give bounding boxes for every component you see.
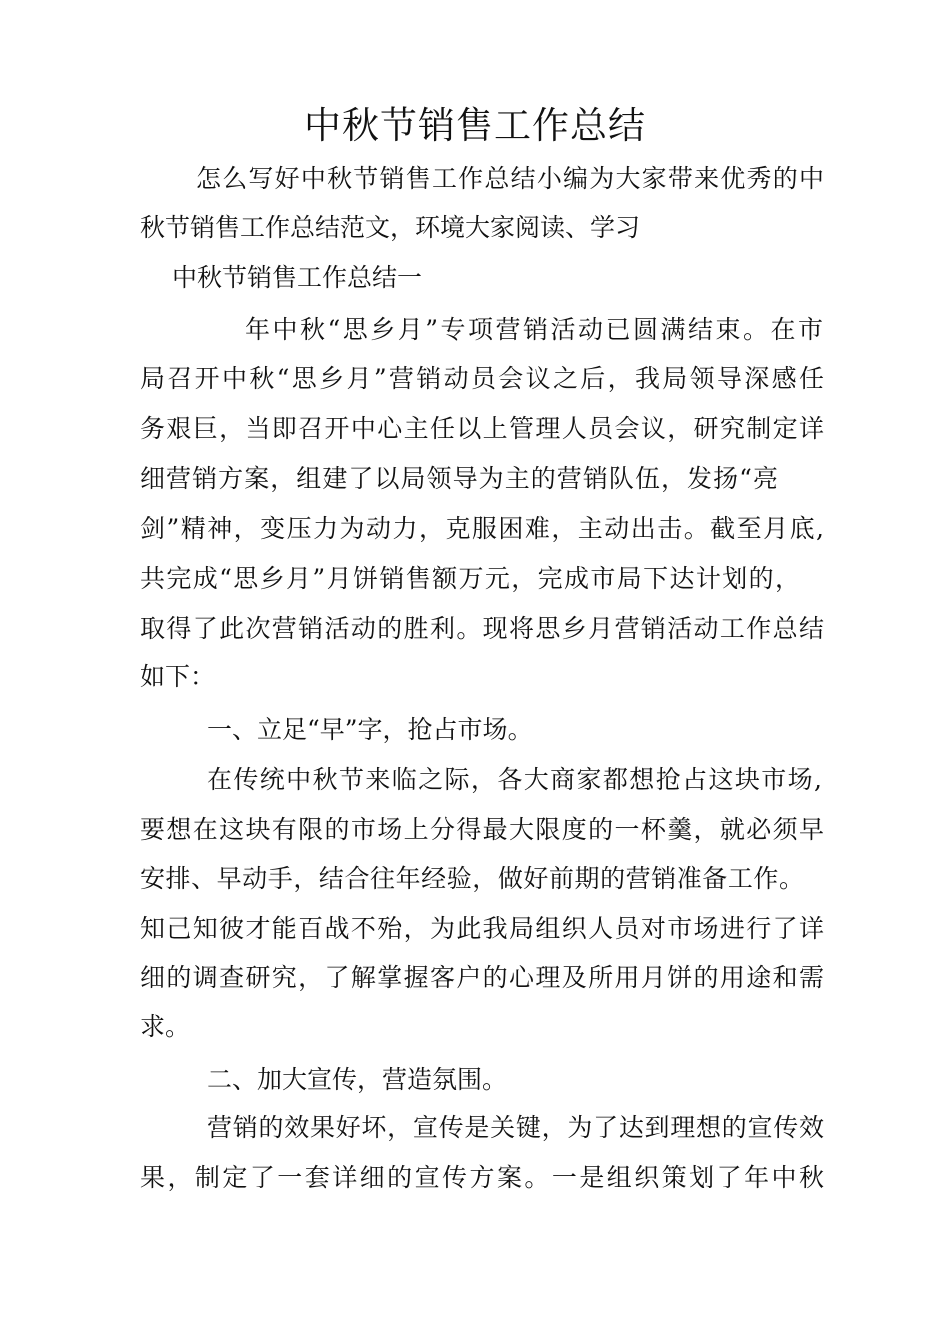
paragraph-2-line-5: 细的调查研究，了解掌握客户的心理及所用月饼的用途和需 (140, 963, 824, 992)
paragraph-1-line-8: 如下： (140, 662, 216, 691)
heading-1: 一、立足“早”字，抢占市场。 (207, 715, 533, 744)
paragraph-2-line-2: 要想在这块有限的市场上分得最大限度的一杯羹，就必须早 (140, 815, 824, 844)
paragraph-1-line-2: 局召开中秋“思乡月”营销动员会议之后，我局领导深感任 (140, 364, 824, 393)
paragraph-2-line-3: 安排、早动手，结合往年经验，做好前期的营销准备工作。 (140, 864, 804, 893)
paragraph-3-line-2: 果，制定了一套详细的宣传方案。一是组织策划了年中秋 (140, 1163, 824, 1192)
paragraph-3-line-1: 营销的效果好坏，宣传是关键，为了达到理想的宣传效 (207, 1113, 824, 1142)
paragraph-2-line-6: 求。 (140, 1012, 191, 1041)
paragraph-1-line-5: 剑”精神，变压力为动力，克服困难，主动出击。截至月底, (140, 514, 824, 543)
intro-line-2: 秋节销售工作总结范文，环境大家阅读、学习 (140, 213, 641, 242)
paragraph-2-line-1: 在传统中秋节来临之际，各大商家都想抢占这块市场, (207, 765, 822, 794)
intro-line-1: 怎么写好中秋节销售工作总结小编为大家带来优秀的中 (196, 164, 824, 193)
heading-2: 二、加大宣传，营造氛围。 (207, 1065, 508, 1094)
paragraph-2-line-4: 知己知彼才能百战不殆，为此我局组织人员对市场进行了详 (140, 914, 824, 943)
document-title: 中秋节销售工作总结 (304, 104, 646, 147)
section-heading-summary-1: 中秋节销售工作总结一 (172, 263, 423, 292)
paragraph-1-line-6: 共完成“思乡月”月饼销售额万元，完成市局下达计划的， (140, 564, 800, 593)
paragraph-1-line-3: 务艰巨，当即召开中心主任以上管理人员会议，研究制定详 (140, 414, 824, 443)
paragraph-1-line-7: 取得了此次营销活动的胜利。现将思乡月营销活动工作总结 (140, 614, 824, 643)
paragraph-1-line-4: 细营销方案，组建了以局领导为主的营销队伍，发扬“亮 (140, 464, 778, 493)
paragraph-1-line-1: 年中秋“思乡月”专项营销活动已圆满结束。在市 (245, 315, 823, 344)
